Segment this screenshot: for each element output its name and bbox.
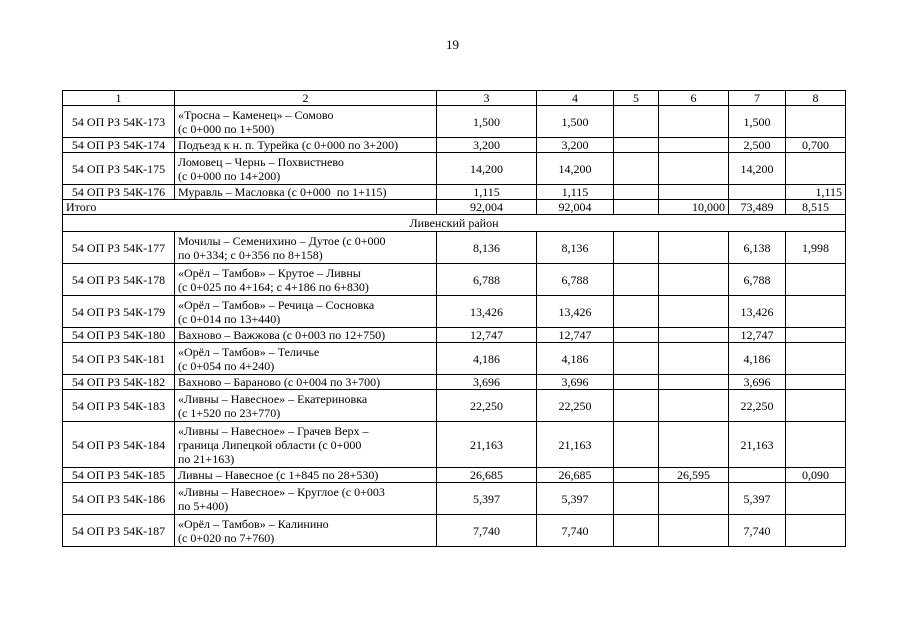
cell-c3: 8,136 xyxy=(437,232,537,264)
cell-c5 xyxy=(614,153,659,185)
cell-c7 xyxy=(729,185,786,200)
cell-c3: 3,200 xyxy=(437,138,537,153)
cell-c8 xyxy=(786,375,846,390)
cell-c6: 26,595 xyxy=(659,468,729,483)
road-name: Ливны – Навесное (с 1+845 по 28+530) xyxy=(175,468,437,483)
table-row xyxy=(63,153,846,185)
road-id: 54 ОП РЗ 54К-179 xyxy=(63,296,175,328)
cell-c4: 22,250 xyxy=(537,390,614,422)
cell-c6 xyxy=(659,296,729,328)
road-name: Вахново – Бараново (с 0+004 по 3+700) xyxy=(175,375,437,390)
table-row xyxy=(63,422,846,468)
road-id: 54 ОП РЗ 54К-183 xyxy=(63,390,175,422)
cell-c4: 14,200 xyxy=(537,153,614,185)
page-number: 19 xyxy=(446,37,459,52)
table-row xyxy=(63,468,846,483)
road-name: «Орёл – Тамбов» – Крутое – Ливны (с 0+025 по 4+164; с 4+186 по 6+830) xyxy=(175,264,437,296)
cell-c6 xyxy=(659,153,729,185)
cell-c7: 13,426 xyxy=(729,296,786,328)
cell-c3: 14,200 xyxy=(437,153,537,185)
cell-c5 xyxy=(614,483,659,515)
total-c5 xyxy=(614,200,659,215)
road-id: 54 ОП РЗ 54К-180 xyxy=(63,328,175,343)
cell-c8 xyxy=(786,483,846,515)
cell-c6 xyxy=(659,138,729,153)
cell-c8 xyxy=(786,153,846,185)
cell-c8: 0,700 xyxy=(786,138,846,153)
cell-c5 xyxy=(614,296,659,328)
cell-c3: 13,426 xyxy=(437,296,537,328)
cell-c5 xyxy=(614,343,659,375)
cell-c8 xyxy=(786,515,846,547)
cell-c8 xyxy=(786,106,846,138)
cell-c7: 5,397 xyxy=(729,483,786,515)
cell-c8 xyxy=(786,343,846,375)
header-row xyxy=(63,91,846,106)
cell-c3: 1,500 xyxy=(437,106,537,138)
road-id: 54 ОП РЗ 54К-176 xyxy=(63,185,175,200)
cell-c4: 3,200 xyxy=(537,138,614,153)
road-name: Ломовец – Чернь – Похвистнево (с 0+000 по 14+200) xyxy=(175,153,437,185)
table-row xyxy=(63,296,846,328)
cell-c4: 3,696 xyxy=(537,375,614,390)
total-label: Итого xyxy=(63,200,437,215)
table-row xyxy=(63,343,846,375)
cell-c8: 1,998 xyxy=(786,232,846,264)
cell-c6 xyxy=(659,390,729,422)
road-id: 54 ОП РЗ 54К-184 xyxy=(63,422,175,468)
total-c7: 73,489 xyxy=(729,200,786,215)
cell-c6 xyxy=(659,328,729,343)
header-cell: 8 xyxy=(786,91,846,106)
table-row xyxy=(63,328,846,343)
road-name: Муравль – Масловка (с 0+000 по 1+115) xyxy=(175,185,437,200)
header-cell: 2 xyxy=(175,91,437,106)
header-cell: 3 xyxy=(437,91,537,106)
cell-c4: 6,788 xyxy=(537,264,614,296)
road-id: 54 ОП РЗ 54К-173 xyxy=(63,106,175,138)
cell-c7 xyxy=(729,468,786,483)
cell-c3: 3,696 xyxy=(437,375,537,390)
cell-c7: 22,250 xyxy=(729,390,786,422)
header-cell: 5 xyxy=(614,91,659,106)
total-row xyxy=(63,200,846,215)
header-cell: 4 xyxy=(537,91,614,106)
cell-c4: 7,740 xyxy=(537,515,614,547)
total-c4: 92,004 xyxy=(537,200,614,215)
cell-c7: 3,696 xyxy=(729,375,786,390)
road-name: Подъезд к н. п. Турейка (с 0+000 по 3+200) xyxy=(175,138,437,153)
cell-c5 xyxy=(614,232,659,264)
table-row xyxy=(63,232,846,264)
district-row xyxy=(63,215,846,232)
table-row xyxy=(63,483,846,515)
cell-c4: 1,115 xyxy=(537,185,614,200)
cell-c3: 5,397 xyxy=(437,483,537,515)
road-id: 54 ОП РЗ 54К-175 xyxy=(63,153,175,185)
cell-c4: 13,426 xyxy=(537,296,614,328)
cell-c5 xyxy=(614,138,659,153)
header-cell: 1 xyxy=(63,91,175,106)
cell-c7: 4,186 xyxy=(729,343,786,375)
cell-c3: 7,740 xyxy=(437,515,537,547)
header-cell: 7 xyxy=(729,91,786,106)
road-name: «Орёл – Тамбов» – Калинино (с 0+020 по 7+760) xyxy=(175,515,437,547)
road-id: 54 ОП РЗ 54К-177 xyxy=(63,232,175,264)
cell-c3: 6,788 xyxy=(437,264,537,296)
cell-c7: 1,500 xyxy=(729,106,786,138)
header-cell: 6 xyxy=(659,91,729,106)
cell-c3: 12,747 xyxy=(437,328,537,343)
cell-c6 xyxy=(659,483,729,515)
cell-c3: 4,186 xyxy=(437,343,537,375)
road-id: 54 ОП РЗ 54К-185 xyxy=(63,468,175,483)
cell-c5 xyxy=(614,390,659,422)
cell-c5 xyxy=(614,264,659,296)
cell-c3: 21,163 xyxy=(437,422,537,468)
road-id: 54 ОП РЗ 54К-174 xyxy=(63,138,175,153)
road-name: «Тросна – Каменец» – Сомово (с 0+000 по 1+500) xyxy=(175,106,437,138)
cell-c5 xyxy=(614,375,659,390)
road-id: 54 ОП РЗ 54К-181 xyxy=(63,343,175,375)
road-name: «Ливны – Навесное» – Круглое (с 0+003 по 5+400) xyxy=(175,483,437,515)
table-row xyxy=(63,264,846,296)
road-id: 54 ОП РЗ 54К-186 xyxy=(63,483,175,515)
cell-c5 xyxy=(614,106,659,138)
cell-c4: 21,163 xyxy=(537,422,614,468)
cell-c6 xyxy=(659,375,729,390)
cell-c8: 1,115 xyxy=(786,185,846,200)
cell-c8 xyxy=(786,390,846,422)
cell-c3: 1,115 xyxy=(437,185,537,200)
cell-c7: 12,747 xyxy=(729,328,786,343)
cell-c6 xyxy=(659,264,729,296)
road-name: Вахново – Важжова (с 0+003 по 12+750) xyxy=(175,328,437,343)
cell-c3: 22,250 xyxy=(437,390,537,422)
cell-c8 xyxy=(786,328,846,343)
road-name: «Орёл – Тамбов» – Теличье (с 0+054 по 4+240) xyxy=(175,343,437,375)
road-name: «Ливны – Навесное» – Екатериновка (с 1+520 по 23+770) xyxy=(175,390,437,422)
cell-c3: 26,685 xyxy=(437,468,537,483)
cell-c7: 2,500 xyxy=(729,138,786,153)
cell-c6 xyxy=(659,343,729,375)
road-id: 54 ОП РЗ 54К-182 xyxy=(63,375,175,390)
cell-c6 xyxy=(659,422,729,468)
cell-c8: 0,090 xyxy=(786,468,846,483)
cell-c5 xyxy=(614,422,659,468)
road-id: 54 ОП РЗ 54К-187 xyxy=(63,515,175,547)
cell-c7: 14,200 xyxy=(729,153,786,185)
cell-c4: 4,186 xyxy=(537,343,614,375)
cell-c7: 6,138 xyxy=(729,232,786,264)
cell-c5 xyxy=(614,328,659,343)
table-row xyxy=(63,138,846,153)
cell-c4: 8,136 xyxy=(537,232,614,264)
cell-c8 xyxy=(786,296,846,328)
total-c8: 8,515 xyxy=(786,200,846,215)
cell-c4: 5,397 xyxy=(537,483,614,515)
table-row xyxy=(63,515,846,547)
table-row xyxy=(63,185,846,200)
cell-c6 xyxy=(659,106,729,138)
cell-c4: 12,747 xyxy=(537,328,614,343)
road-name: «Орёл – Тамбов» – Речица – Сосновка (с 0+014 по 13+440) xyxy=(175,296,437,328)
cell-c7: 6,788 xyxy=(729,264,786,296)
cell-c6 xyxy=(659,232,729,264)
roads-table xyxy=(62,90,846,547)
total-c3: 92,004 xyxy=(437,200,537,215)
road-name: «Ливны – Навесное» – Грачев Верх – граница Липецкой области (с 0+000 по 21+163) xyxy=(175,422,437,468)
cell-c6 xyxy=(659,515,729,547)
road-name: Мочилы – Семенихино – Дутое (с 0+000 по 0+334; с 0+356 по 8+158) xyxy=(175,232,437,264)
cell-c5 xyxy=(614,185,659,200)
cell-c5 xyxy=(614,468,659,483)
table-row xyxy=(63,390,846,422)
cell-c7: 21,163 xyxy=(729,422,786,468)
cell-c8 xyxy=(786,422,846,468)
cell-c4: 26,685 xyxy=(537,468,614,483)
cell-c8 xyxy=(786,264,846,296)
road-id: 54 ОП РЗ 54К-178 xyxy=(63,264,175,296)
cell-c7: 7,740 xyxy=(729,515,786,547)
cell-c6 xyxy=(659,185,729,200)
cell-c4: 1,500 xyxy=(537,106,614,138)
cell-c5 xyxy=(614,515,659,547)
total-c6: 10,000 xyxy=(659,200,729,215)
table-row xyxy=(63,375,846,390)
district-title: Ливенский район xyxy=(63,215,846,232)
table-row xyxy=(63,106,846,138)
